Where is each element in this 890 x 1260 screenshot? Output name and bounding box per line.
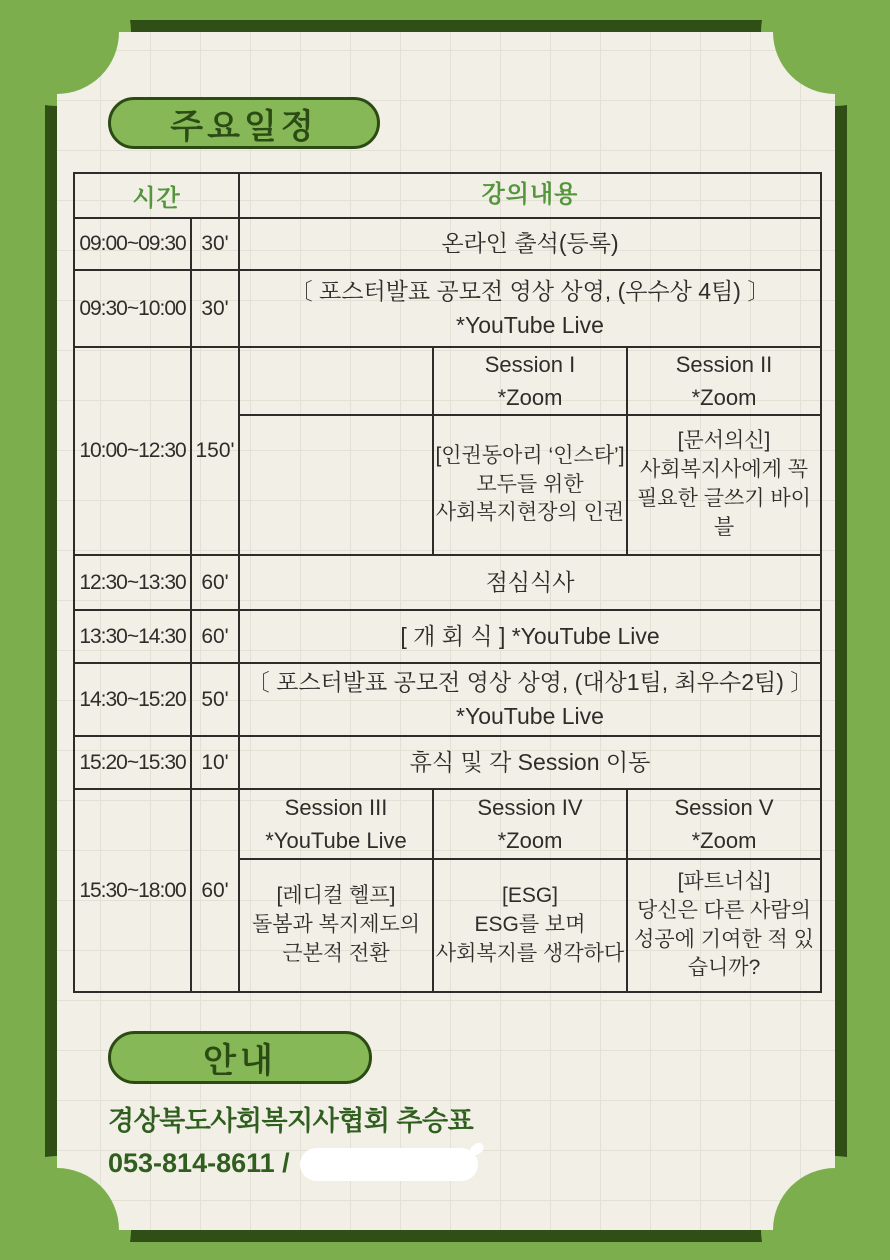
content-line: 〔 포스터발표 공모전 영상 상영, (우수상 4팀) 〕	[289, 278, 771, 305]
session-2-column	[628, 348, 820, 554]
time-cell: 10:00~12:30	[75, 348, 192, 554]
session-3-header	[240, 790, 432, 860]
session-empty-header	[240, 348, 432, 416]
duration-cell: 60'	[192, 790, 240, 991]
session-4-title: Session IV	[477, 795, 583, 820]
guide-badge-text: 안내	[203, 1042, 277, 1080]
session-2-title: Session II	[675, 352, 773, 377]
session-1-platform: *Zoom	[497, 385, 563, 410]
session-empty-body	[240, 416, 432, 554]
session-line: 사회복지를 생각하다	[435, 941, 625, 965]
session-grid	[240, 348, 820, 554]
table-row	[75, 554, 820, 609]
content-cell: 휴식 및 각 Session 이동	[409, 748, 651, 775]
duration-cell: 60'	[192, 611, 240, 662]
redaction-white-blob	[300, 1148, 478, 1181]
time-column-header: 시간	[75, 174, 240, 217]
session-line: 모두들 위한	[476, 472, 584, 496]
session-line: 당신은 다른 사람의	[637, 898, 811, 922]
table-row	[75, 662, 820, 735]
session-5-body	[628, 860, 820, 991]
duration-cell: 30'	[192, 271, 240, 346]
session-4-header	[434, 790, 626, 860]
session-line: [레디컬 헬프]	[276, 884, 396, 908]
time-cell: 12:30~13:30	[75, 556, 192, 609]
duration-cell: 60'	[192, 556, 240, 609]
duration-cell: 10'	[192, 737, 240, 788]
session-1-body	[434, 416, 626, 554]
schedule-table	[73, 172, 822, 993]
session-line: [ESG]	[501, 884, 559, 908]
duration-cell: 50'	[192, 664, 240, 735]
session-line: [문서의신]	[677, 429, 771, 453]
time-cell: 09:00~09:30	[75, 219, 192, 269]
content-cell: 온라인 출석(등록)	[441, 230, 619, 257]
session-3-body	[240, 860, 432, 991]
organization-contact-text: 경상북도사회복지사협회 추승표	[108, 1106, 474, 1136]
session-3-column	[240, 790, 434, 991]
guide-badge	[108, 1031, 372, 1084]
session-empty-column	[240, 348, 434, 554]
session-line: ESG를 보며	[474, 913, 586, 937]
session-1-title: Session I	[484, 352, 576, 377]
session-grid	[240, 790, 820, 991]
content-cell	[240, 664, 820, 735]
table-row-sessions-3-4-5	[75, 788, 820, 991]
session-4-platform: *Zoom	[497, 828, 563, 853]
duration-cell: 150'	[192, 348, 240, 554]
table-row	[75, 735, 820, 788]
table-row-sessions-1-2	[75, 346, 820, 554]
content-cell: 점심식사	[485, 568, 575, 595]
phone-row	[108, 1145, 478, 1181]
schedule-title-text: 주요일정	[170, 107, 318, 146]
content-line: 〔 포스터발표 공모전 영상 상영, (대상1팀, 최우수2팀) 〕	[246, 669, 814, 696]
session-5-title: Session V	[674, 795, 774, 820]
session-3-platform: *YouTube Live	[265, 828, 407, 853]
table-header-row	[75, 174, 820, 217]
content-column-header: 강의내용	[481, 181, 579, 209]
time-cell: 15:30~18:00	[75, 790, 192, 991]
session-5-column	[628, 790, 820, 991]
table-row	[75, 269, 820, 346]
session-line: 돌봄과 복지제도의	[251, 913, 421, 937]
session-4-column	[434, 790, 628, 991]
session-line: 근본적 전환	[282, 941, 390, 965]
session-line: 필요한 글쓰기 바이블	[637, 487, 811, 539]
session-3-title: Session III	[284, 795, 388, 820]
time-cell: 09:30~10:00	[75, 271, 192, 346]
session-5-header	[628, 790, 820, 860]
duration-cell: 30'	[192, 219, 240, 269]
time-cell: 14:30~15:20	[75, 664, 192, 735]
content-cell	[240, 271, 820, 346]
content-line: *YouTube Live	[456, 702, 604, 729]
phone-number-text: 053-814-8611 /	[108, 1147, 290, 1178]
session-line: 습니까?	[687, 956, 761, 980]
session-line: 성공에 기여한 적 있	[634, 927, 814, 951]
session-line: 사회복지현장의 인권	[435, 501, 625, 525]
session-1-column	[434, 348, 628, 554]
session-line: 사회복지사에게 꼭	[639, 458, 809, 482]
session-2-platform: *Zoom	[691, 385, 757, 410]
table-row	[75, 609, 820, 662]
session-4-body	[434, 860, 626, 991]
session-2-body	[628, 416, 820, 554]
session-line: [인권동아리 ‘인스타’]	[435, 443, 625, 467]
time-cell: 15:20~15:30	[75, 737, 192, 788]
content-line: *YouTube Live	[456, 311, 604, 338]
content-cell: [ 개 회 식 ] *YouTube Live	[400, 622, 660, 649]
session-1-header	[434, 348, 626, 416]
time-cell: 13:30~14:30	[75, 611, 192, 662]
session-5-platform: *Zoom	[691, 828, 757, 853]
table-row	[75, 217, 820, 269]
schedule-title-badge	[108, 97, 380, 149]
session-2-header	[628, 348, 820, 416]
session-line: [파트너십]	[677, 869, 771, 893]
